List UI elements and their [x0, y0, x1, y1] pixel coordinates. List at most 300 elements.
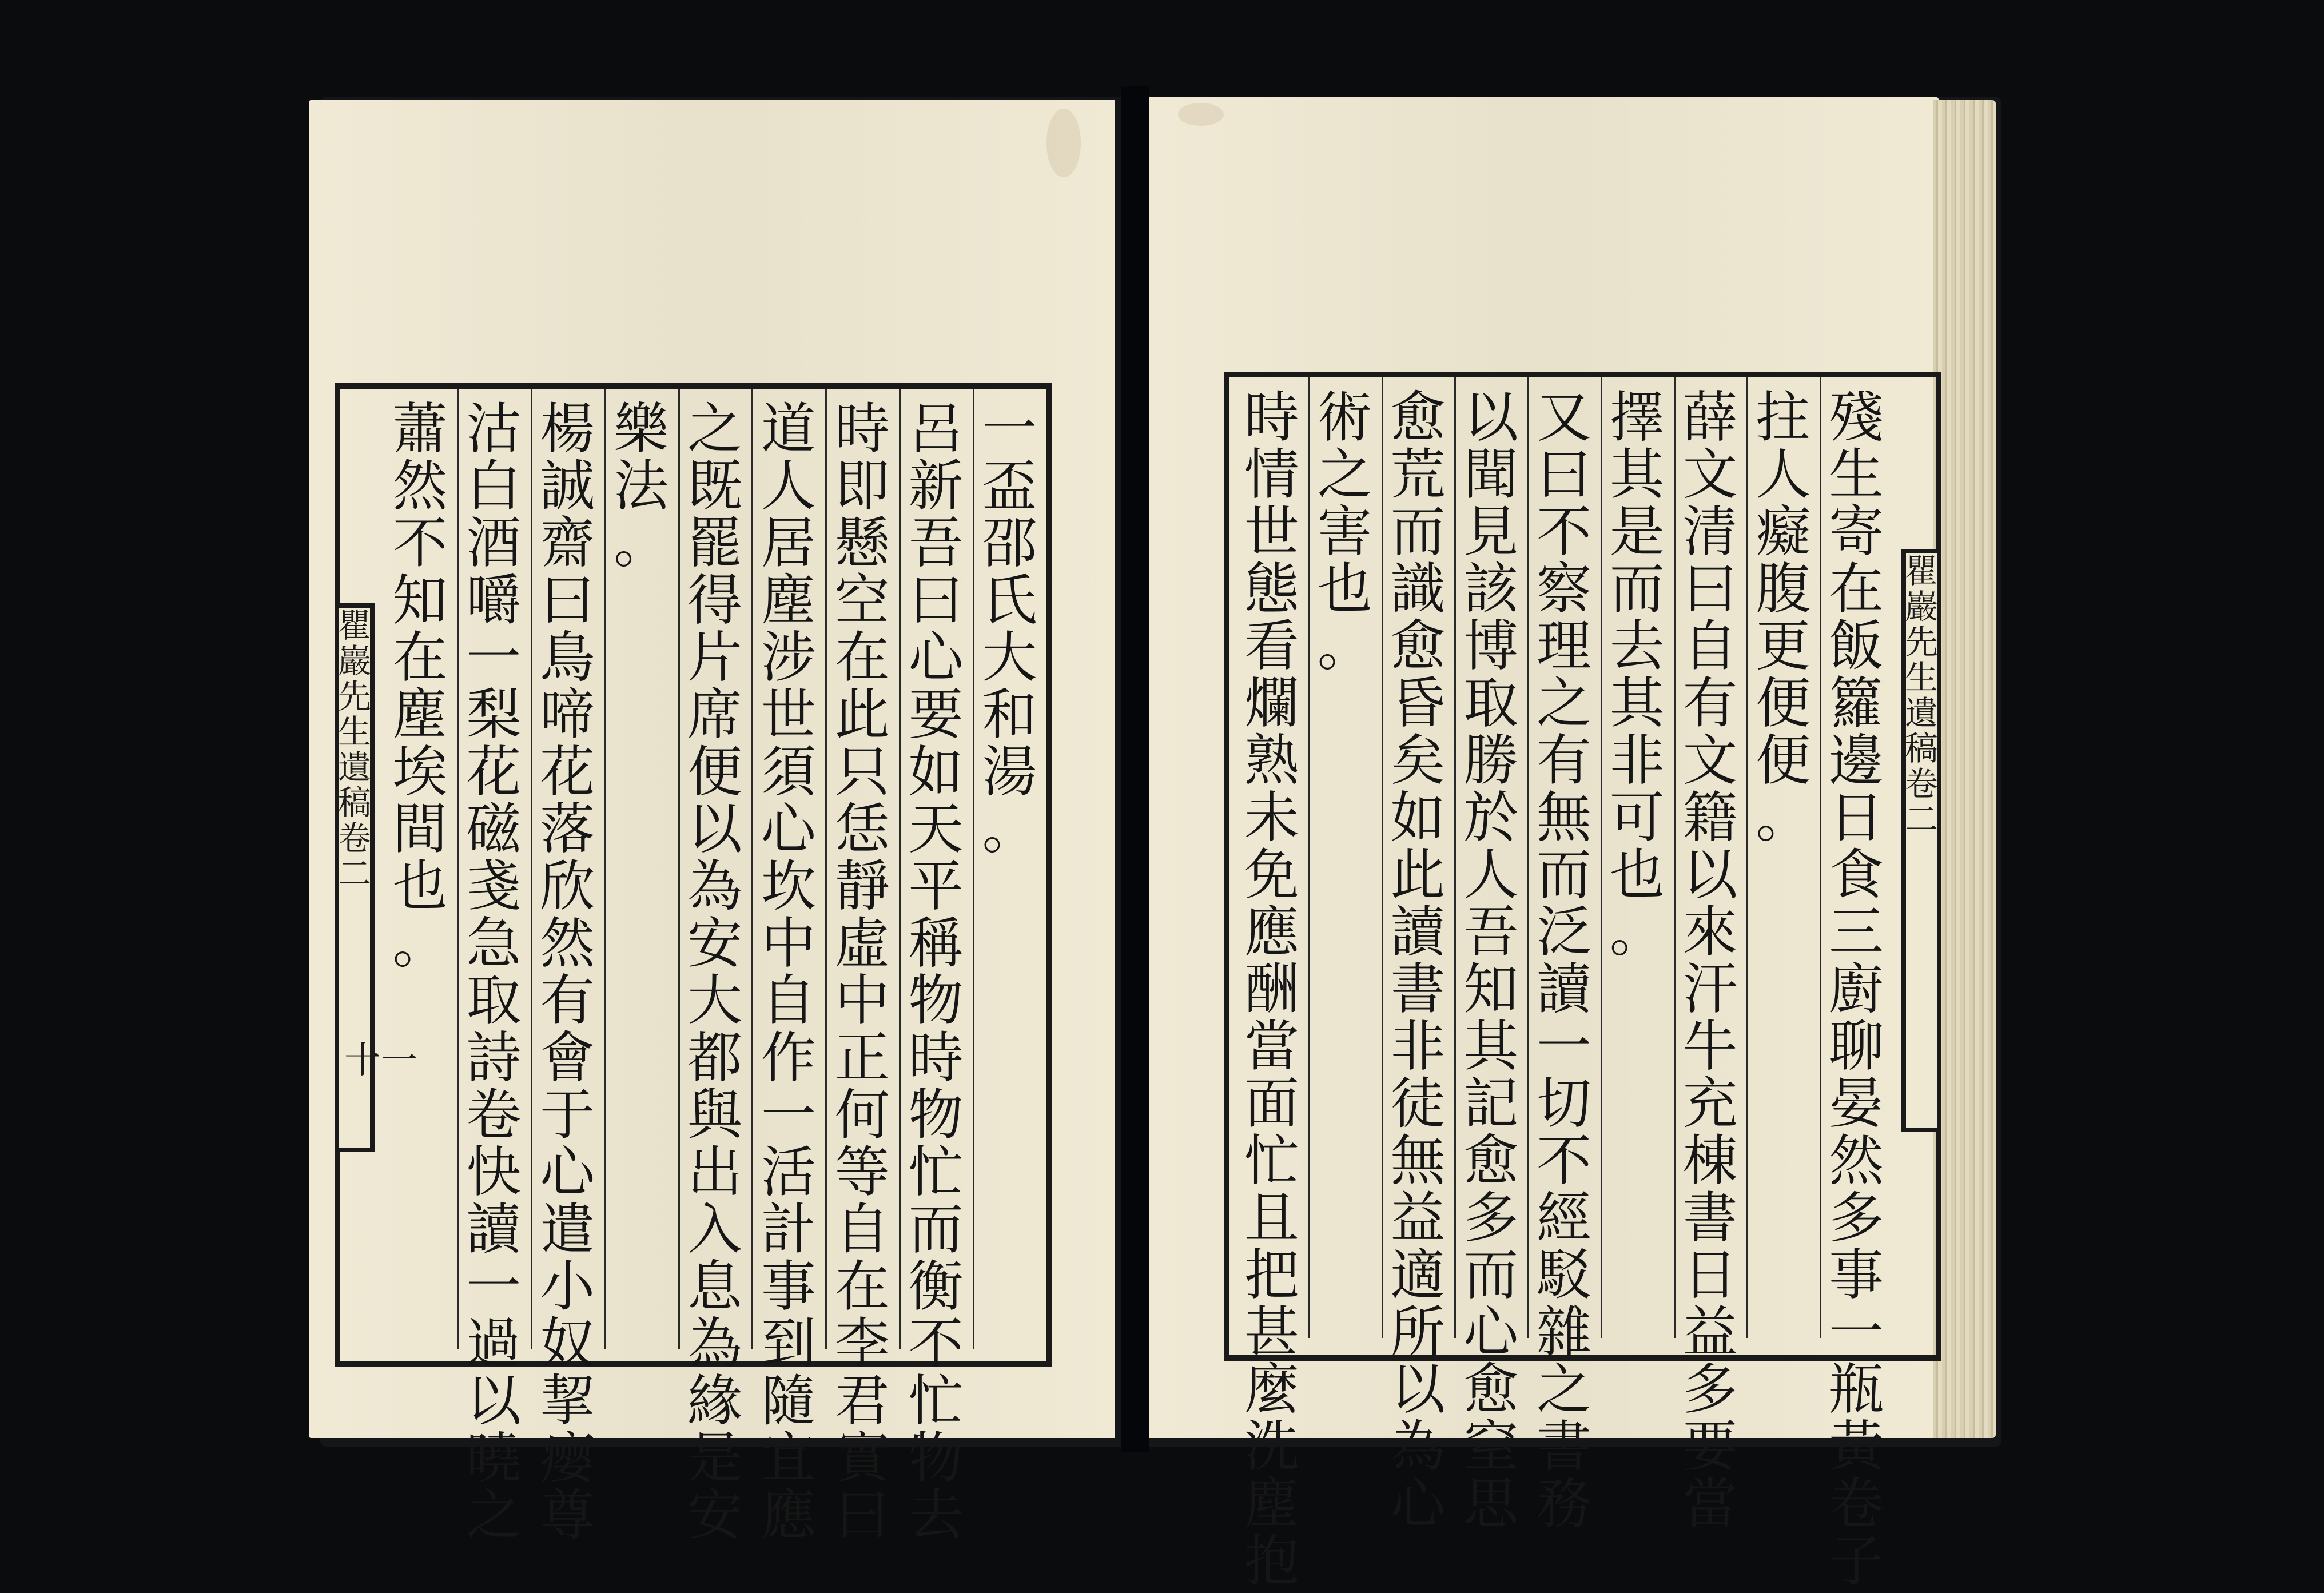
glyph: 殘 — [1829, 385, 1884, 449]
glyph: 該 — [1463, 557, 1519, 621]
page-edges — [1933, 100, 1996, 1438]
glyph: 在 — [1829, 557, 1884, 621]
glyph: 適 — [1390, 1243, 1446, 1307]
glyph: 稿 — [338, 783, 372, 822]
glyph: 快 — [466, 1140, 522, 1204]
glyph: 爛 — [1244, 671, 1299, 735]
glyph: 塵 — [761, 568, 816, 632]
glyph: 也 — [1317, 557, 1372, 621]
glyph: 心 — [1463, 1300, 1519, 1364]
glyph: 吾 — [1463, 900, 1519, 964]
column-rule — [1674, 377, 1676, 1338]
glyph: 也 — [1609, 843, 1665, 907]
glyph: 誠 — [540, 454, 595, 518]
glyph: 見 — [1463, 500, 1519, 564]
column-rule — [751, 389, 753, 1349]
glyph: 取 — [1463, 671, 1519, 735]
glyph: 衡 — [908, 1255, 964, 1319]
glyph: 罷 — [687, 511, 742, 575]
glyph: 去 — [1609, 614, 1665, 678]
glyph: 荒 — [1390, 443, 1446, 507]
glyph: 如 — [908, 740, 964, 804]
glyph: 知 — [392, 568, 448, 632]
glyph: 便 — [687, 740, 742, 804]
glyph: 法 — [614, 454, 669, 518]
glyph: 書 — [1537, 1415, 1591, 1479]
column-rule — [1601, 377, 1602, 1338]
glyph: 尊 — [540, 1483, 595, 1547]
glyph: 愈 — [1463, 1357, 1519, 1421]
glyph: 不 — [908, 1312, 964, 1376]
glyph: 靜 — [834, 854, 890, 918]
glyph: 以 — [687, 797, 742, 861]
column-rule — [899, 389, 901, 1349]
glyph: 籍 — [1682, 786, 1738, 850]
glyph: 生 — [1829, 443, 1884, 507]
glyph: 邊 — [1829, 728, 1884, 792]
glyph: 卷 — [1829, 1472, 1884, 1536]
glyph: 牛 — [1682, 1014, 1738, 1078]
glyph: 。 — [614, 511, 669, 575]
glyph: 汗 — [1682, 957, 1738, 1021]
left-column — [681, 397, 749, 1547]
glyph: 大 — [982, 626, 1037, 690]
glyph: 二 — [1905, 800, 1939, 839]
glyph: 免 — [1244, 843, 1299, 907]
glyph: 曰 — [540, 568, 595, 632]
glyph: 世 — [761, 683, 816, 747]
glyph: 有 — [1682, 671, 1738, 735]
glyph: 泛 — [1537, 900, 1591, 964]
glyph: 為 — [687, 854, 742, 918]
glyph: 且 — [1244, 1186, 1299, 1250]
glyph: 既 — [687, 454, 742, 518]
glyph: 嚼 — [466, 568, 522, 632]
glyph: 洗 — [1244, 1415, 1299, 1479]
glyph: 到 — [761, 1312, 816, 1376]
glyph: 稿 — [1905, 729, 1939, 768]
left-column — [459, 397, 528, 1547]
glyph: 知 — [1463, 957, 1519, 1021]
glyph: 要 — [908, 683, 964, 747]
glyph: 讀 — [466, 1197, 522, 1261]
glyph: 心 — [761, 797, 816, 861]
glyph: 多 — [1463, 1186, 1519, 1250]
glyph: 和 — [982, 683, 1037, 747]
glyph: 識 — [1390, 557, 1446, 621]
glyph: 稱 — [908, 911, 964, 975]
glyph: 術 — [1317, 385, 1372, 449]
glyph: 中 — [834, 969, 890, 1033]
glyph: 席 — [687, 683, 742, 747]
glyph: 務 — [1537, 1472, 1591, 1536]
glyph: 如 — [1390, 786, 1446, 850]
glyph: 抱 — [1244, 1529, 1299, 1593]
glyph: 居 — [761, 511, 816, 575]
glyph: 齋 — [540, 511, 595, 575]
glyph: 食 — [1829, 843, 1884, 907]
glyph: 當 — [1682, 1472, 1738, 1536]
glyph: 此 — [834, 683, 890, 747]
glyph: 與 — [687, 1083, 742, 1147]
glyph: 棟 — [1682, 1129, 1738, 1193]
column-rule — [1820, 377, 1821, 1338]
glyph: 更 — [1756, 614, 1811, 678]
glyph: 埃 — [392, 740, 448, 804]
glyph: 心 — [540, 1140, 595, 1204]
book-gutter — [1121, 86, 1149, 1452]
column-rule — [825, 389, 827, 1349]
glyph: 文 — [1682, 728, 1738, 792]
paper-stain — [1046, 109, 1081, 177]
glyph: 活 — [761, 1140, 816, 1204]
glyph: 勝 — [1463, 728, 1519, 792]
glyph: 非 — [1390, 1014, 1446, 1078]
glyph: 片 — [687, 626, 742, 690]
left-page-number: 十一 — [344, 1040, 417, 1082]
glyph: 二 — [338, 854, 372, 893]
glyph: 都 — [687, 1026, 742, 1090]
glyph: 一 — [466, 626, 522, 690]
glyph: 腹 — [1756, 557, 1811, 621]
glyph: 緣 — [687, 1369, 742, 1433]
glyph: 巖 — [338, 642, 372, 680]
right-column — [1530, 385, 1598, 1536]
glyph: 。 — [1317, 614, 1372, 678]
glyph: 三 — [1829, 900, 1884, 964]
left-column — [533, 397, 602, 1547]
right-column — [1237, 385, 1306, 1593]
glyph: 物 — [908, 1426, 964, 1490]
glyph: 白 — [466, 454, 522, 518]
glyph: 何 — [834, 1083, 890, 1147]
glyph: 日 — [1682, 1243, 1738, 1307]
right-margin-title — [1901, 549, 1941, 1132]
glyph: 花 — [466, 740, 522, 804]
glyph: 非 — [1609, 728, 1665, 792]
glyph: 事 — [1829, 1243, 1884, 1307]
glyph: 虛 — [834, 911, 890, 975]
glyph: 瘿 — [540, 1426, 595, 1490]
glyph: 間 — [392, 797, 448, 861]
glyph: 思 — [1463, 1472, 1519, 1536]
glyph: 奴 — [540, 1312, 595, 1376]
glyph: 薛 — [1682, 385, 1738, 449]
glyph: 宜 — [761, 1426, 816, 1490]
right-column — [1676, 385, 1745, 1536]
glyph: 之 — [1537, 1357, 1591, 1421]
glyph: 理 — [1537, 614, 1591, 678]
glyph: 拄 — [1756, 385, 1811, 449]
glyph: 不 — [392, 511, 448, 575]
glyph: 有 — [1537, 728, 1591, 792]
glyph: 涉 — [761, 626, 816, 690]
glyph: 實 — [834, 1426, 890, 1490]
glyph: 事 — [761, 1255, 816, 1319]
glyph: 。 — [982, 797, 1037, 861]
glyph: 人 — [761, 454, 816, 518]
glyph: 而 — [908, 1197, 964, 1261]
glyph: 息 — [687, 1255, 742, 1319]
glyph: 當 — [1244, 1014, 1299, 1078]
glyph: 聞 — [1463, 443, 1519, 507]
glyph: 作 — [761, 1026, 816, 1090]
left-column — [385, 397, 454, 975]
glyph: 安 — [687, 911, 742, 975]
glyph: 瞿 — [338, 606, 372, 645]
glyph: 之 — [466, 1483, 522, 1547]
glyph: 看 — [1244, 614, 1299, 678]
glyph: 又 — [1537, 385, 1591, 449]
column-rule — [531, 389, 532, 1349]
right-column — [1383, 385, 1452, 1536]
glyph: 讀 — [1390, 900, 1446, 964]
glyph: 在 — [834, 626, 890, 690]
glyph: 君 — [834, 1369, 890, 1433]
left-margin-title-text — [338, 608, 371, 891]
glyph: 過 — [466, 1312, 522, 1376]
glyph: 可 — [1609, 786, 1665, 850]
glyph: 湯 — [982, 740, 1037, 804]
glyph: 書 — [1390, 957, 1446, 1021]
glyph: 挈 — [540, 1369, 595, 1433]
glyph: 一 — [466, 1255, 522, 1319]
left-column — [828, 397, 897, 1547]
glyph: 邵 — [982, 511, 1037, 575]
glyph: 有 — [540, 969, 595, 1033]
column-rule — [678, 389, 680, 1349]
glyph: 坎 — [761, 854, 816, 918]
glyph: 樂 — [614, 397, 669, 461]
glyph: 入 — [687, 1197, 742, 1261]
glyph: 其 — [1609, 443, 1665, 507]
glyph: 心 — [908, 626, 964, 690]
glyph: 自 — [1682, 614, 1738, 678]
glyph: 盃 — [982, 454, 1037, 518]
column-rule — [1527, 377, 1529, 1338]
glyph: 先 — [338, 677, 372, 716]
glyph: 天 — [908, 797, 964, 861]
glyph: 要 — [1682, 1415, 1738, 1479]
glyph: 不 — [1537, 1129, 1591, 1193]
glyph: 瓶 — [1829, 1357, 1884, 1421]
glyph: 廚 — [1829, 957, 1884, 1021]
glyph: 懸 — [834, 511, 890, 575]
glyph: 一 — [761, 1083, 816, 1147]
glyph: 然 — [1829, 1129, 1884, 1193]
glyph: 中 — [761, 911, 816, 975]
glyph: 遺 — [1905, 694, 1939, 732]
glyph: 應 — [1244, 900, 1299, 964]
glyph: 先 — [1905, 623, 1939, 662]
glyph: 其 — [1609, 671, 1665, 735]
glyph: 自 — [834, 1197, 890, 1261]
glyph: 癡 — [1756, 500, 1811, 564]
glyph: 便 — [1756, 728, 1811, 792]
column-rule — [457, 389, 459, 1349]
glyph: 博 — [1463, 614, 1519, 678]
glyph: 梨 — [466, 683, 522, 747]
glyph: 得 — [687, 568, 742, 632]
glyph: 曰 — [834, 1483, 890, 1547]
glyph: 以 — [1390, 1357, 1446, 1421]
glyph: 一 — [1537, 1014, 1591, 1078]
glyph: 聊 — [1829, 1014, 1884, 1078]
glyph: 平 — [908, 854, 964, 918]
glyph: 文 — [1682, 443, 1738, 507]
glyph: 蕭 — [392, 397, 448, 461]
glyph: 之 — [687, 397, 742, 461]
glyph: 書 — [1682, 1186, 1738, 1250]
glyph: 。 — [1609, 900, 1665, 964]
glyph: 便 — [1756, 671, 1811, 735]
glyph: 隨 — [761, 1369, 816, 1433]
glyph: 只 — [834, 740, 890, 804]
glyph: 酬 — [1244, 957, 1299, 1021]
glyph: 塵 — [392, 683, 448, 747]
glyph: 人 — [1463, 843, 1519, 907]
left-column — [902, 397, 970, 1547]
glyph: 態 — [1244, 557, 1299, 621]
glyph: 時 — [1244, 385, 1299, 449]
column-rule — [604, 389, 606, 1349]
glyph: 曰 — [908, 568, 964, 632]
glyph: 昏 — [1390, 671, 1446, 735]
glyph: 急 — [466, 911, 522, 975]
glyph: 為 — [1390, 1415, 1446, 1479]
glyph: 為 — [687, 1312, 742, 1376]
glyph: 大 — [687, 969, 742, 1033]
glyph: 面 — [1244, 1072, 1299, 1136]
glyph: 生 — [338, 712, 372, 751]
glyph: 遺 — [338, 748, 372, 787]
glyph: 楊 — [540, 397, 595, 461]
glyph: 清 — [1682, 500, 1738, 564]
glyph: 記 — [1463, 1072, 1519, 1136]
glyph: 詩 — [466, 1026, 522, 1090]
glyph: 自 — [761, 969, 816, 1033]
glyph: 寄 — [1829, 500, 1884, 564]
glyph: 啼 — [540, 683, 595, 747]
glyph: 來 — [1682, 900, 1738, 964]
glyph: 是 — [687, 1426, 742, 1490]
glyph: 卷 — [338, 819, 372, 858]
glyph: 之 — [1537, 671, 1591, 735]
glyph: 。 — [392, 911, 448, 975]
glyph: 愈 — [1390, 385, 1446, 449]
glyph: 察 — [1537, 557, 1591, 621]
glyph: 時 — [834, 397, 890, 461]
glyph: 在 — [834, 1255, 890, 1319]
glyph: 窒 — [1463, 1415, 1519, 1479]
left-column — [607, 397, 675, 575]
glyph: 忙 — [908, 1140, 964, 1204]
glyph: 氏 — [982, 568, 1037, 632]
glyph: 等 — [834, 1140, 890, 1204]
glyph: 以 — [1463, 385, 1519, 449]
glyph: 充 — [1682, 1072, 1738, 1136]
glyph: 須 — [761, 740, 816, 804]
glyph: 忙 — [908, 1369, 964, 1433]
glyph: 於 — [1463, 786, 1519, 850]
glyph: 而 — [1390, 500, 1446, 564]
glyph: 恁 — [834, 797, 890, 861]
glyph: 心 — [1390, 1472, 1446, 1536]
glyph: 磁 — [466, 797, 522, 861]
glyph: 塵 — [1244, 1472, 1299, 1536]
glyph: 花 — [540, 740, 595, 804]
glyph: 以 — [466, 1369, 522, 1433]
glyph: 也 — [392, 854, 448, 918]
glyph: 新 — [908, 454, 964, 518]
glyph: 物 — [908, 969, 964, 1033]
glyph: 卷 — [466, 1083, 522, 1147]
glyph: 小 — [540, 1255, 595, 1319]
glyph: 經 — [1537, 1186, 1591, 1250]
glyph: 雜 — [1537, 1300, 1591, 1364]
glyph: 正 — [834, 1026, 890, 1090]
glyph: 愈 — [1463, 1129, 1519, 1193]
glyph: 出 — [687, 1140, 742, 1204]
glyph: 一 — [982, 397, 1037, 461]
glyph: 而 — [1537, 843, 1591, 907]
glyph: 駁 — [1537, 1243, 1591, 1307]
column-rule — [1454, 377, 1456, 1338]
glyph: 把 — [1244, 1243, 1299, 1307]
glyph: 曰 — [1537, 443, 1591, 507]
glyph: 遣 — [540, 1197, 595, 1261]
glyph: 戔 — [466, 854, 522, 918]
glyph: 在 — [392, 626, 448, 690]
glyph: 子 — [1829, 1529, 1884, 1593]
glyph: 曰 — [1682, 557, 1738, 621]
glyph: 安 — [687, 1483, 742, 1547]
glyph: 徒 — [1390, 1072, 1446, 1136]
right-column — [1311, 385, 1379, 678]
glyph: 益 — [1682, 1300, 1738, 1364]
glyph: 沽 — [466, 397, 522, 461]
right-margin-title-text — [1905, 553, 1938, 837]
glyph: 切 — [1537, 1072, 1591, 1136]
left-column — [754, 397, 823, 1547]
glyph: 道 — [761, 397, 816, 461]
glyph: 落 — [540, 797, 595, 861]
glyph: 生 — [1905, 658, 1939, 697]
right-column — [1822, 385, 1891, 1593]
glyph: 去 — [908, 1483, 964, 1547]
column-rule — [1308, 377, 1310, 1338]
column-rule — [973, 389, 974, 1349]
glyph: 而 — [1609, 557, 1665, 621]
glyph: 甚 — [1244, 1300, 1299, 1364]
glyph: 然 — [392, 454, 448, 518]
glyph: 忙 — [1244, 1129, 1299, 1193]
glyph: 會 — [540, 1026, 595, 1090]
glyph: 鳥 — [540, 626, 595, 690]
glyph: 情 — [1244, 443, 1299, 507]
glyph: 而 — [1463, 1243, 1519, 1307]
glyph: 然 — [540, 911, 595, 975]
column-rule — [1746, 377, 1748, 1338]
glyph: 害 — [1317, 500, 1372, 564]
glyph: 日 — [1829, 786, 1884, 850]
glyph: 讀 — [1537, 957, 1591, 1021]
glyph: 物 — [908, 1083, 964, 1147]
glyph: 曉 — [466, 1426, 522, 1490]
glyph: 益 — [1390, 1186, 1446, 1250]
glyph: 李 — [834, 1312, 890, 1376]
glyph: 熟 — [1244, 728, 1299, 792]
